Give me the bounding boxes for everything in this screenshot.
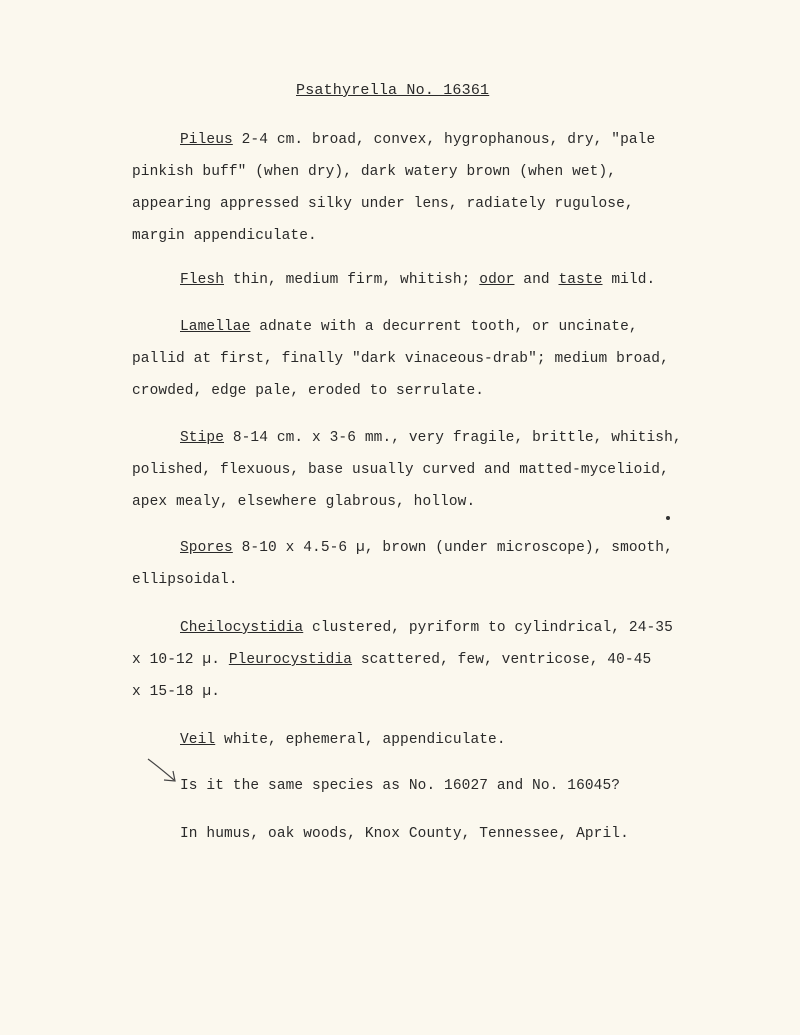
stipe-line-2: polished, flexuous, base usually curved and matted-mycelioid,	[132, 462, 669, 478]
pileus-term: Pileus	[180, 132, 233, 148]
cystidia-line-3: x 15-18 µ.	[132, 684, 221, 700]
habitat-text: In humus, oak woods, Knox County, Tennessee, April.	[180, 826, 629, 842]
cystidia-line-2a: x 10-12 µ.	[132, 652, 229, 668]
cheilocystidia-term: Cheilocystidia	[180, 620, 304, 636]
cystidia-line-2b: scattered, few, ventricose, 40-45	[352, 652, 652, 668]
stipe-term: Stipe	[180, 430, 225, 446]
stipe-line-3: apex mealy, elsewhere glabrous, hollow.	[132, 494, 476, 510]
veil-text: white, ephemeral, appendiculate.	[215, 732, 506, 748]
stipe-line-1: 8-14 cm. x 3-6 mm., very fragile, brittle, whitish,	[224, 430, 682, 446]
pileus-line-4: margin appendiculate.	[132, 228, 317, 244]
pileus-line-3: appearing appressed silky under lens, radiately rugulose,	[132, 196, 634, 212]
habitat-paragraph	[132, 818, 732, 850]
veil-term: Veil	[180, 732, 216, 748]
spores-line-2: ellipsoidal.	[132, 572, 238, 588]
page-title: Psathyrella No. 16361	[296, 82, 490, 99]
lamellae-term: Lamellae	[180, 319, 251, 335]
flesh-paragraph	[132, 264, 732, 296]
pileus-paragraph	[132, 124, 732, 252]
pileus-line-2: pinkish buff" (when dry), dark watery brown (when wet),	[132, 164, 617, 180]
flesh-and: and	[514, 272, 559, 288]
pleurocystidia-term: Pleurocystidia	[228, 652, 353, 668]
spores-line-1: 8-10 x 4.5-6 µ, brown (under microscope), smooth,	[232, 540, 673, 556]
question-paragraph	[132, 770, 732, 802]
pileus-line-1: 2-4 cm. broad, convex, hygrophanous, dry, "pale	[232, 132, 656, 148]
lamellae-line-3: crowded, edge pale, eroded to serrulate.	[132, 383, 485, 399]
odor-term: odor	[479, 272, 515, 288]
lamellae-paragraph	[132, 311, 732, 407]
flesh-term: Flesh	[180, 272, 225, 288]
spores-paragraph	[132, 532, 732, 596]
lamellae-line-1: adnate with a decurrent tooth, or uncinate,	[250, 319, 638, 335]
veil-paragraph	[132, 724, 732, 756]
flesh-text-end: mild.	[602, 272, 656, 288]
flesh-text: thin, medium firm, whitish;	[224, 272, 480, 288]
spores-term: Spores	[180, 540, 233, 556]
ink-speck	[666, 516, 670, 520]
question-text: Is it the same species as No. 16027 and No. 16045?	[180, 778, 621, 794]
stipe-paragraph	[132, 422, 732, 518]
taste-term: taste	[558, 272, 603, 288]
lamellae-line-2: pallid at first, finally "dark vinaceous-drab"; medium broad,	[132, 351, 669, 367]
cystidia-paragraph	[132, 612, 732, 708]
cystidia-line-1: clustered, pyriform to cylindrical, 24-35	[303, 620, 673, 636]
